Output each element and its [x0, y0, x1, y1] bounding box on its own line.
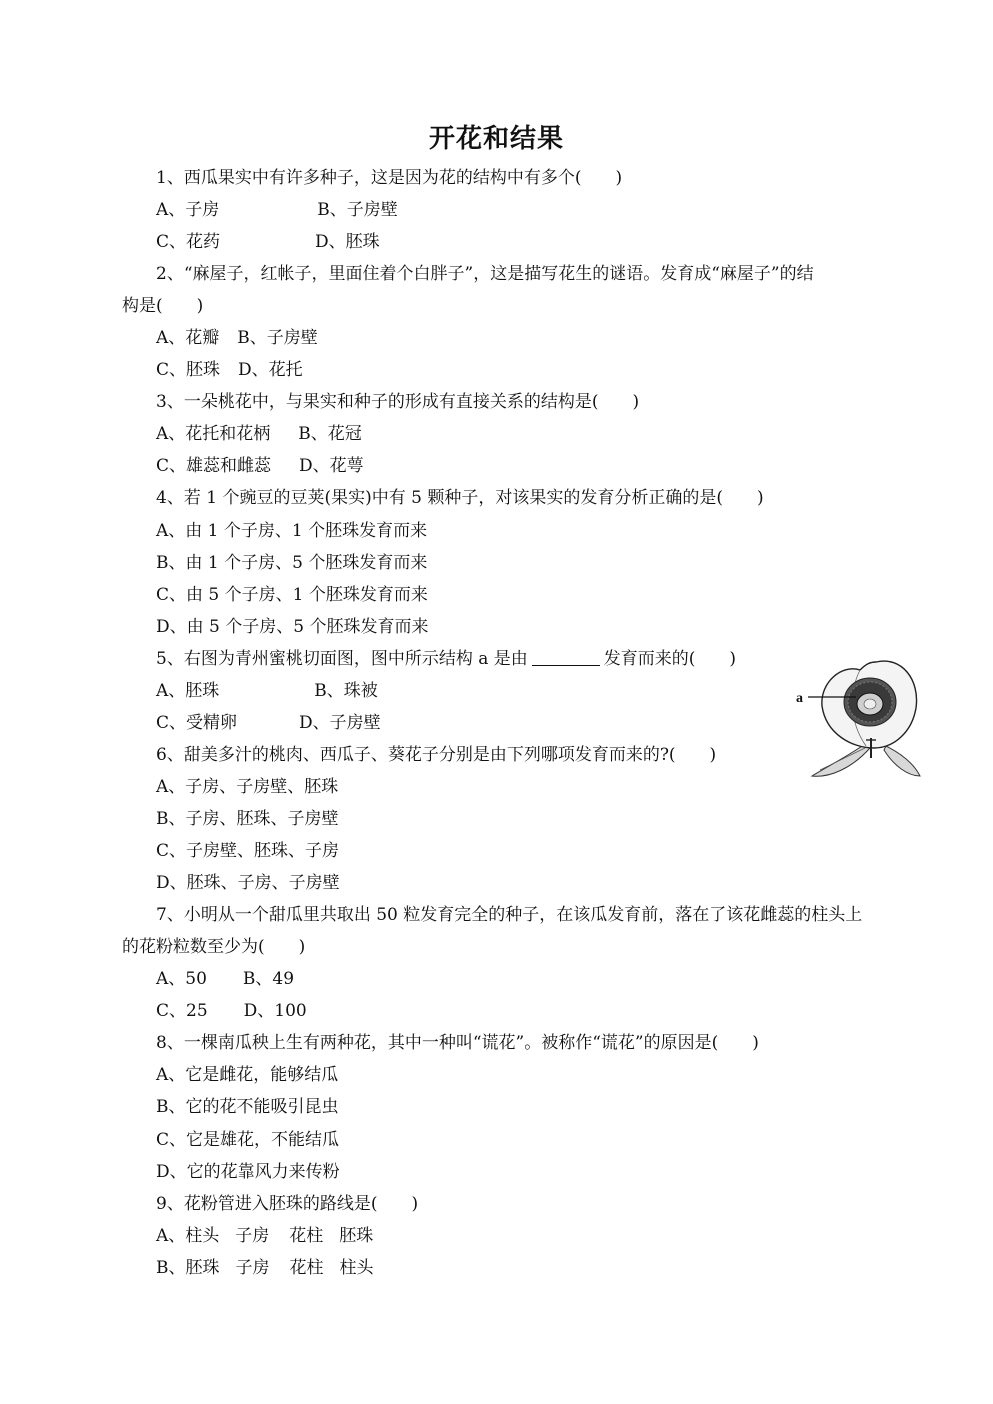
- option-a: A、50: [156, 969, 207, 989]
- option-a: A、子房、子房壁、胚珠: [156, 777, 339, 797]
- question-1-options-row-2: [156, 231, 380, 253]
- question-2-options-row-2: [156, 359, 303, 381]
- option-a-step-1: A、柱头: [156, 1226, 220, 1246]
- option-c: C、受精卵: [156, 713, 238, 733]
- question-3-options-row-2: [156, 455, 364, 477]
- question-5: [156, 648, 736, 670]
- question-4: 4、若 1 个豌豆的豆荚(果实)中有 5 颗种子，对该果实的发育分析正确的是( ): [156, 488, 764, 508]
- option-d: D、由 5 个子房、5 个胚珠发育而来: [156, 617, 429, 637]
- option-b-step-2: 子房: [235, 1258, 270, 1278]
- question-9-option-a: [156, 1225, 373, 1247]
- question-2-line-2: 构是( ): [122, 296, 204, 316]
- option-b-step-4: 柱头: [339, 1258, 374, 1278]
- question-3-options-row-1: [156, 423, 362, 445]
- option-d: D、100: [243, 1001, 307, 1021]
- option-c: C、25: [156, 1001, 208, 1021]
- option-a: A、胚珠: [156, 681, 220, 701]
- question-2-line-1: 2、“麻屋子，红帐子，里面住着个白胖子”，这是描写花生的谜语。发育成“麻屋子”的结: [156, 264, 814, 284]
- option-b: B、子房、胚珠、子房壁: [156, 809, 339, 829]
- option-a-step-2: 子房: [235, 1226, 270, 1246]
- option-a: A、由 1 个子房、1 个胚珠发育而来: [156, 521, 428, 541]
- question-7-options-row-2: [156, 1000, 307, 1022]
- option-b-step-3: 花柱: [289, 1258, 324, 1278]
- question-5-options-row-1: [156, 680, 378, 702]
- figure-label-a: a: [796, 691, 803, 706]
- option-d: D、花萼: [299, 456, 364, 476]
- question-6: 6、甜美多汁的桃肉、西瓜子、葵花子分别是由下列哪项发育而来的?( ): [156, 745, 717, 765]
- question-7-line-2: 的花粉粒数至少为( ): [122, 937, 306, 957]
- question-5-options-row-2: [156, 712, 381, 734]
- option-b: B、子房壁: [317, 200, 398, 220]
- answer-blank: [532, 649, 600, 666]
- question-8: 8、一棵南瓜秧上生有两种花，其中一种叫“谎花”。被称作“谎花”的原因是( ): [156, 1033, 759, 1053]
- option-d: D、胚珠: [315, 232, 380, 252]
- option-d: D、子房壁: [299, 713, 381, 733]
- option-b: B、它的花不能吸引昆虫: [156, 1097, 339, 1117]
- option-b: B、子房壁: [237, 328, 318, 348]
- question-7-options-row-1: [156, 968, 294, 990]
- option-b: B、珠被: [314, 681, 378, 701]
- question-1-options-row-1: [156, 199, 398, 221]
- question-5-text-after: 发育而来的( ): [603, 649, 737, 669]
- option-a: A、花托和花柄: [156, 424, 271, 444]
- peach-cross-section-figure: [790, 650, 930, 785]
- option-a-step-3: 花柱: [289, 1226, 324, 1246]
- option-c: C、它是雄花，不能结瓜: [156, 1130, 340, 1150]
- option-c: C、子房壁、胚珠、子房: [156, 841, 340, 861]
- option-b: B、花冠: [298, 424, 362, 444]
- option-c: C、花药: [156, 232, 221, 252]
- option-a: A、它是雌花，能够结瓜: [156, 1065, 339, 1085]
- question-9: 9、花粉管进入胚珠的路线是( ): [156, 1194, 419, 1214]
- option-c: C、由 5 个子房、1 个胚珠发育而来: [156, 585, 428, 605]
- option-b: B、由 1 个子房、5 个胚珠发育而来: [156, 553, 428, 573]
- option-c: C、胚珠: [156, 360, 221, 380]
- question-9-option-b: [156, 1257, 374, 1279]
- option-a: A、花瓣: [156, 328, 220, 348]
- option-b-step-1: B、胚珠: [156, 1258, 220, 1278]
- question-7-line-1: 7、小明从一个甜瓜里共取出 50 粒发育完全的种子，在该瓜发育前，落在了该花雌蕊的柱头上: [156, 905, 863, 925]
- question-1: 1、西瓜果实中有许多种子，这是因为花的结构中有多个( ): [156, 168, 623, 188]
- option-a: A、子房: [156, 200, 220, 220]
- question-5-text-before: 5、右图为青州蜜桃切面图，图中所示结构 a 是由: [156, 649, 528, 669]
- option-d: D、胚珠、子房、子房壁: [156, 873, 340, 893]
- option-d: D、花托: [238, 360, 303, 380]
- option-d: D、它的花靠风力来传粉: [156, 1162, 340, 1182]
- option-b: B、49: [242, 969, 295, 989]
- question-2-options-row-1: [156, 327, 318, 349]
- question-3: 3、一朵桃花中，与果实和种子的形成有直接关系的结构是( ): [156, 392, 640, 412]
- option-c: C、雄蕊和雌蕊: [156, 456, 272, 476]
- option-a-step-4: 胚珠: [339, 1226, 374, 1246]
- page-title: 开花和结果: [428, 124, 564, 154]
